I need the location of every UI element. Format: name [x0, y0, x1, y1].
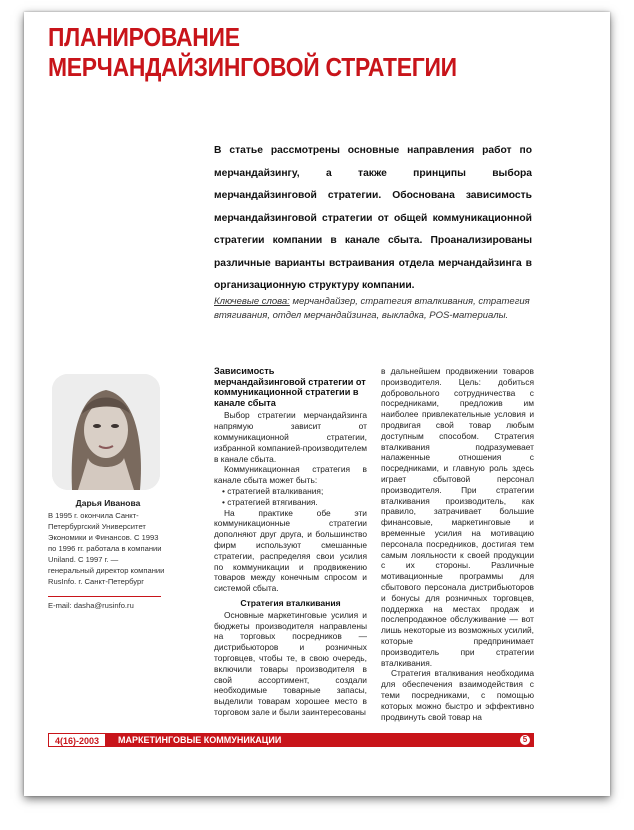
body-paragraph: На практике обе эти коммуникационные стратегии дополняют друг друга, и большинство фирм используют смешанные стратегии, распределяя свои усилия по коммуникации и продвижению товаров между конечным спросом и системой сбыта.: [214, 507, 367, 594]
body-paragraph: Стратегия вталкивания необходима для обеспечения взаимодействия с теми посредниками, с помощью которых можно быстро и эффективно продвинуть свой товар на: [381, 668, 534, 722]
article-title: ПЛАНИРОВАНИЕ МЕРЧАНДАЙЗИНГОВОЙ СТРАТЕГИИ: [48, 22, 457, 82]
section-name: МАРКЕТИНГОВЫЕ КОММУНИКАЦИИ: [118, 735, 282, 745]
author-name: Дарья Иванова: [75, 498, 141, 508]
section-heading-push-strategy: Стратегия вталкивания: [240, 597, 341, 608]
author-divider: [48, 596, 161, 597]
section-heading-dependence: Зависимость мерчандайзинговой стратегии от коммуникационной стратегии в канале сбыта: [214, 366, 366, 408]
body-paragraph: Основные маркетинговые усилия и бюджеты производителя направлены на торговых посредников — дистрибьюторов и розничных торговцев, чтобы те, в свою очередь, включили товары производителя в свой ассортимент, создали необходимые товарные запасы, выделили товарам хорошее место в торговом зале и были заинтересованы: [214, 609, 367, 717]
body-paragraph: Коммуникационная стратегия в канале сбыта может быть:: [214, 464, 367, 486]
keywords-text: мерчандайзер, стратегия вталкивания, стратегия втягивания, отдел мерчандайзинга, выкладка, POS-материалы.: [214, 296, 530, 321]
page-number: 5: [520, 735, 530, 745]
list-item: • стратегией втягивания.: [214, 497, 367, 508]
page-footer: [48, 733, 534, 747]
author-photo: [52, 374, 160, 490]
author-bio: В 1995 г. окончила Санкт-Петербургский Университет Экономики и Финансов. С 1993 по 1996 гг. работала в компании Uniland. С 1997 г. — генеральный директор компании RusInfo. г. Санкт-Петербург: [48, 511, 165, 586]
keywords: [214, 295, 532, 323]
body-paragraph: Выбор стратегии мерчандайзинга напрямую зависит от коммуникационной стратегии, избранной компанией-производителем в канале сбыта.: [214, 410, 367, 464]
body-paragraph: в дальнейшем продвижении товаров производителя. Цель: добиться добровольного сотрудничества с посредниками, предложив им наиболее привлекательные условия и продвигая свой товар любым доступным способом. Стратегия вталкивания подразумевает налаженные отношения с посредниками, и главную роль здесь играет сбытовой персонал производителя. При стратегии вталкивания производитель, как правило, затрачивает большие финансовые, маркетинговые и временные усилия на мотивацию персонала посредников, достигая тем самым лояльности к своей продукции с их стороны. Различные мотивационные программы для сбытового персонала дистрибьюторов и бонусы для розничных торговцев, поддержка на местах продаж и послепродажное обслуживание — вот лишь некоторые из возможных усилий, которые предпринимает производитель при стратегии вталкивания.: [381, 366, 534, 668]
author-email: E-mail: dasha@rusinfo.ru: [48, 601, 134, 610]
body-column-2: [381, 366, 534, 722]
article-abstract: В статье рассмотрены основные направления работ по мерчандайзингу, а также принципы выбора мерчандайзинговой стратегии. Обоснована зависимость мерчандайзинговой стратегии от общей коммуникационной стратегии компании в канале сбыта. Проанализированы различные варианты встраивания отдела мерчандайзинга в организационную структуру компании.: [214, 145, 532, 291]
issue-number: 4(16)-2003: [48, 733, 106, 747]
keywords-label: Ключевые слова:: [214, 296, 290, 307]
strategy-list: [214, 486, 367, 508]
body-column-1: [214, 366, 367, 718]
list-item: • стратегией вталкивания;: [214, 486, 367, 497]
